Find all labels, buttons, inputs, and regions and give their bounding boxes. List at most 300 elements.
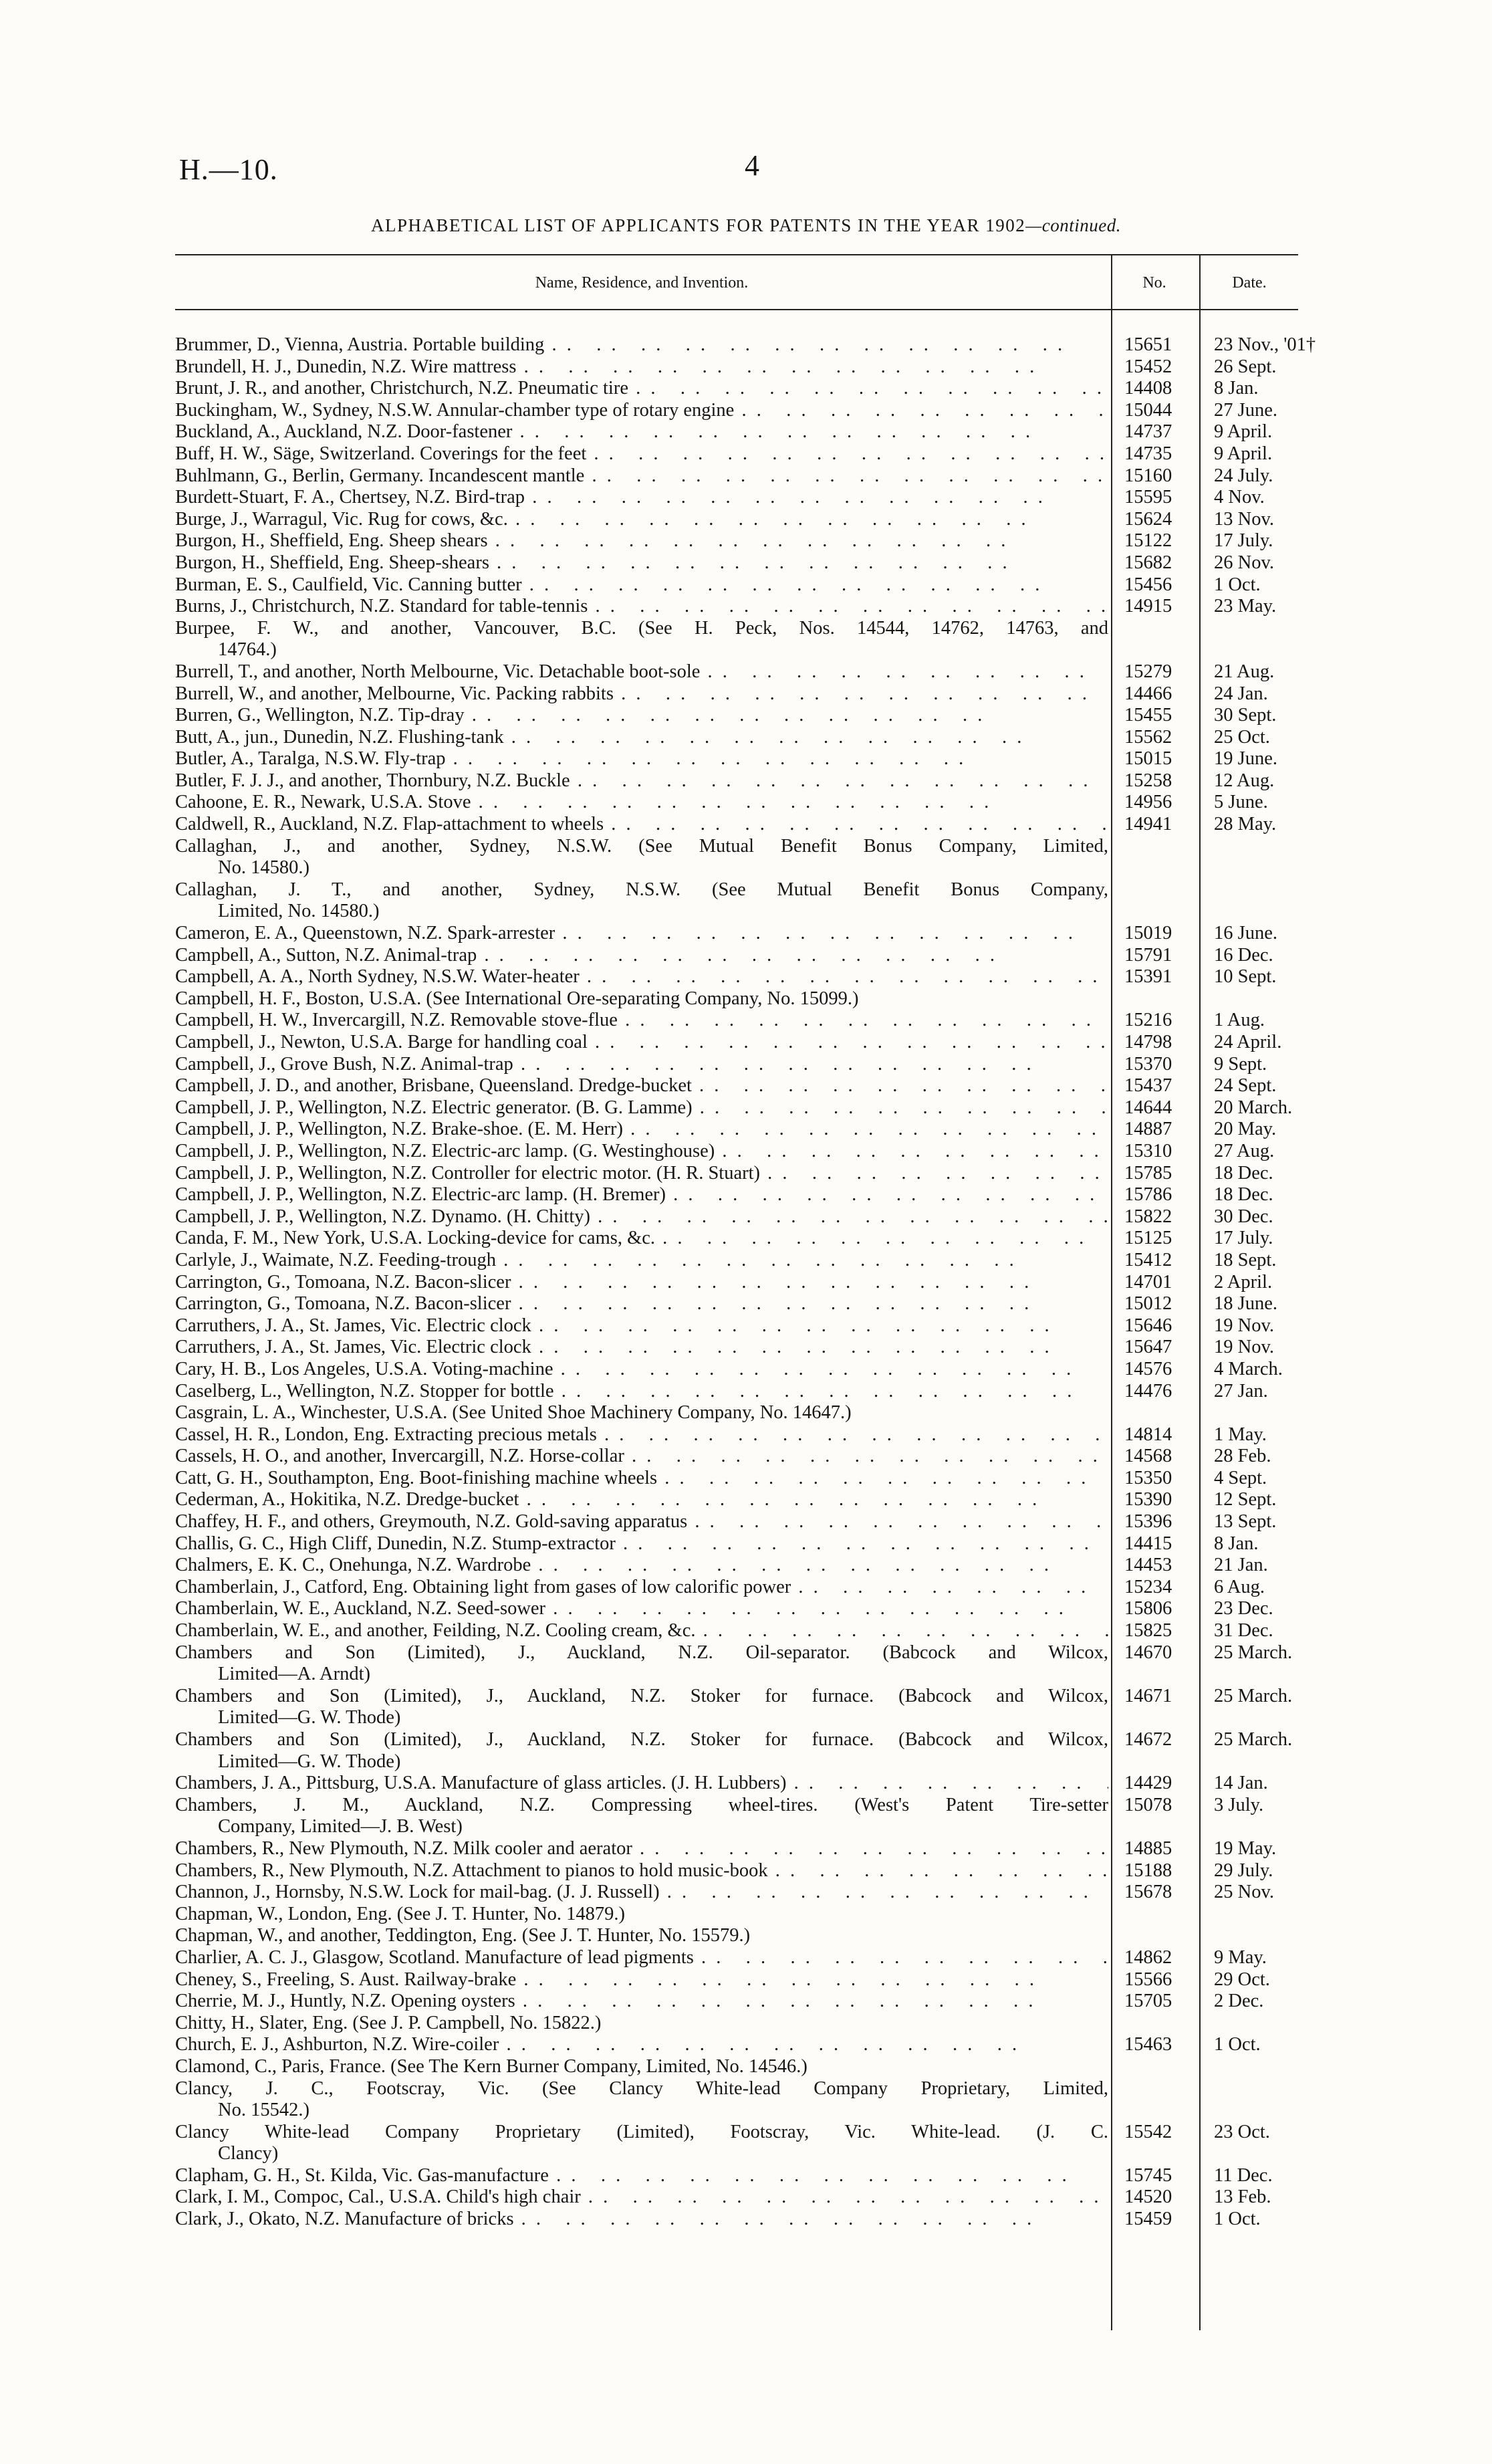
list-item <box>175 2122 1298 2165</box>
list-item <box>175 443 1298 465</box>
entry-text <box>175 1359 1108 1381</box>
application-date: 9 April. <box>1214 443 1273 464</box>
entry-line: Buhlmann, G., Berlin, Germany. Incandescent mantle <box>175 465 585 486</box>
list-item <box>175 814 1298 836</box>
patent-number: 14885 <box>1124 1837 1172 1859</box>
list-item <box>175 1141 1298 1163</box>
list-item <box>175 1446 1298 1468</box>
entry-line: Burge, J., Warragul, Vic. Rug for cows, &c. <box>175 508 508 530</box>
patent-number: 15682 <box>1124 552 1172 573</box>
application-date: 19 Nov. <box>1214 1315 1274 1336</box>
entry-text <box>175 683 1108 705</box>
list-item <box>175 1642 1298 1686</box>
entry-line: Chambers, J. A., Pittsburg, U.S.A. Manufacture of glass articles. (J. H. Lubbers) <box>175 1773 787 1794</box>
entry-line: Chambers, J. M., Auckland, N.Z. Compressing wheel-tires. (West's Patent Tire-setter <box>175 1794 1108 1815</box>
patent-number: 15437 <box>1124 1075 1172 1097</box>
patent-number: 15412 <box>1124 1249 1172 1270</box>
list-item <box>175 1773 1298 1795</box>
list-item <box>175 1381 1298 1403</box>
list-item <box>175 1054 1298 1076</box>
list-item <box>175 2187 1298 2209</box>
entry-text <box>175 1620 1108 1642</box>
table-header-rule <box>175 309 1298 310</box>
entry-text <box>175 836 1108 879</box>
patent-number: 14862 <box>1124 1946 1172 1968</box>
entry-line: Carruthers, J. A., St. James, Vic. Electric clock <box>175 1337 531 1358</box>
patent-number: 15044 <box>1124 399 1172 421</box>
patent-number: 14671 <box>1124 1685 1172 1706</box>
entry-text <box>175 1860 1108 1882</box>
patent-number: 14672 <box>1124 1729 1172 1750</box>
application-date: 23 Nov., '01† <box>1214 334 1316 355</box>
application-date: 20 May. <box>1214 1119 1277 1140</box>
list-item <box>175 574 1298 596</box>
entry-text <box>175 2187 1108 2209</box>
entry-continuation: Limited—G. W. Thode) <box>218 1751 401 1772</box>
list-item <box>175 966 1298 988</box>
entry-text <box>175 1054 1108 1076</box>
entry-text <box>175 1206 1108 1228</box>
patent-number: 15452 <box>1124 356 1172 377</box>
entry-line: Chitty, H., Slater, Eng. (See J. P. Campbell, No. 15822.) <box>175 2012 602 2033</box>
list-item <box>175 1315 1298 1337</box>
application-date: 16 Dec. <box>1214 944 1273 966</box>
page-number: 4 <box>745 149 759 182</box>
entry-text <box>175 334 1108 356</box>
patent-number: 15188 <box>1124 1860 1172 1881</box>
application-date: 17 July. <box>1214 530 1273 552</box>
list-item <box>175 1359 1298 1381</box>
list-item <box>175 378 1298 400</box>
list-item <box>175 1489 1298 1511</box>
entry-text <box>175 1947 1108 1969</box>
entry-text <box>175 356 1108 378</box>
entry-text <box>175 1882 1108 1904</box>
application-date: 3 July. <box>1214 1794 1264 1815</box>
application-date: 9 Sept. <box>1214 1053 1267 1075</box>
patent-number: 15459 <box>1124 2209 1172 2230</box>
entry-line: Butler, F. J. J., and another, Thornbury, N.Z. Buckle <box>175 770 570 791</box>
patent-number: 15822 <box>1124 1206 1172 1227</box>
list-item <box>175 487 1298 509</box>
list-item <box>175 923 1298 945</box>
patent-number: 15791 <box>1124 944 1172 966</box>
application-date: 28 May. <box>1214 814 1277 835</box>
list-item <box>175 1032 1298 1054</box>
entry-text <box>175 530 1108 552</box>
patent-number: 14956 <box>1124 792 1172 813</box>
application-date: 8 Jan. <box>1214 378 1259 399</box>
page-title <box>0 215 1492 236</box>
patent-number: 14520 <box>1124 2187 1172 2208</box>
patent-number: 15125 <box>1124 1228 1172 1249</box>
entry-line: Chamberlain, W. E., Auckland, N.Z. Seed-sower <box>175 1598 546 1619</box>
application-date: 25 Nov. <box>1214 1882 1274 1903</box>
application-date: 9 May. <box>1214 1946 1267 1968</box>
entry-line: Caldwell, R., Auckland, N.Z. Flap-attachment to wheels <box>175 814 604 835</box>
entry-line: Buckingham, W., Sydney, N.S.W. Annular-chamber type of rotary engine <box>175 399 735 421</box>
entry-text <box>175 596 1108 618</box>
application-date: 27 June. <box>1214 399 1277 421</box>
list-item <box>175 2165 1298 2187</box>
patent-number: 15350 <box>1124 1467 1172 1488</box>
application-date: 1 Oct. <box>1214 2034 1261 2055</box>
entry-text <box>175 1337 1108 1359</box>
entry-text <box>175 1577 1108 1599</box>
list-item <box>175 1010 1298 1032</box>
patent-number: 15786 <box>1124 1184 1172 1206</box>
entry-line: Charlier, A. C. J., Glasgow, Scotland. Manufacture of lead pigments <box>175 1946 694 1968</box>
entry-line: Chamberlain, J., Catford, Eng. Obtaining light from gases of low calorific power <box>175 1576 791 1597</box>
patent-number: 14429 <box>1124 1773 1172 1794</box>
application-date: 24 July. <box>1214 465 1273 486</box>
patent-number: 14415 <box>1124 1533 1172 1554</box>
entry-text <box>175 727 1108 749</box>
entry-text <box>175 748 1108 770</box>
entry-line: Chambers and Son (Limited), J., Auckland, N.Z. Stoker for furnace. (Babcock and Wilcox, <box>175 1729 1108 1750</box>
patent-number: 15745 <box>1124 2164 1172 2186</box>
report-reference: H.—10. <box>179 153 278 186</box>
entry-text <box>175 1010 1108 1032</box>
entry-text <box>175 2209 1108 2231</box>
entry-text <box>175 1293 1108 1315</box>
application-date: 24 Sept. <box>1214 1075 1277 1097</box>
list-item <box>175 1533 1298 1555</box>
entry-continuation: Limited—A. Arndt) <box>218 1664 370 1685</box>
entry-line: Canda, F. M., New York, U.S.A. Locking-device for cams, &c. <box>175 1228 656 1249</box>
list-item <box>175 1511 1298 1533</box>
entry-line: Brunt, J. R., and another, Christchurch, N.Z. Pneumatic tire <box>175 378 628 399</box>
list-item <box>175 988 1298 1010</box>
list-item <box>175 400 1298 422</box>
entry-text <box>175 1446 1108 1468</box>
entry-text <box>175 1533 1108 1555</box>
entry-text <box>175 705 1108 727</box>
patent-number: 14737 <box>1124 421 1172 443</box>
patent-number: 15562 <box>1124 726 1172 748</box>
patent-number: 14576 <box>1124 1358 1172 1379</box>
list-item <box>175 770 1298 792</box>
patent-number: 15019 <box>1124 923 1172 944</box>
application-date: 20 March. <box>1214 1097 1293 1118</box>
entry-line: Clark, J., Okato, N.Z. Manufacture of bricks <box>175 2209 514 2230</box>
patent-number: 15624 <box>1124 508 1172 530</box>
entry-text <box>175 1904 1108 1926</box>
entry-text <box>175 792 1108 814</box>
application-date: 4 March. <box>1214 1358 1283 1379</box>
entry-text <box>175 923 1108 945</box>
entry-line: Cary, H. B., Los Angeles, U.S.A. Voting-machine <box>175 1358 553 1379</box>
entry-line: Campbell, J. D., and another, Brisbane, Queensland. Dredge-bucket <box>175 1075 692 1097</box>
patent-number: 15785 <box>1124 1162 1172 1184</box>
entry-text <box>175 1075 1108 1097</box>
entry-line: Burren, G., Wellington, N.Z. Tip-dray <box>175 705 465 726</box>
list-item <box>175 1163 1298 1185</box>
application-date: 23 Oct. <box>1214 2121 1270 2142</box>
patent-number: 14568 <box>1124 1446 1172 1467</box>
title-suffix: —continued. <box>1025 215 1122 235</box>
entry-continuation: 14764.) <box>218 639 277 661</box>
list-item <box>175 1838 1298 1860</box>
list-item <box>175 1424 1298 1446</box>
entry-line: Chapman, W., London, Eng. (See J. T. Hunter, No. 14879.) <box>175 1903 626 1924</box>
entry-text <box>175 1315 1108 1337</box>
patent-number: 15646 <box>1124 1315 1172 1336</box>
table-top-rule <box>175 254 1298 255</box>
application-date: 25 March. <box>1214 1685 1293 1706</box>
entry-line: Cheney, S., Freeling, S. Aust. Railway-brake <box>175 1969 517 1990</box>
entry-text <box>175 1795 1108 1838</box>
application-date: 2 April. <box>1214 1271 1273 1293</box>
application-date: 27 Aug. <box>1214 1140 1275 1161</box>
application-date: 1 May. <box>1214 1424 1267 1445</box>
entry-text <box>175 1032 1108 1054</box>
application-date: 31 Dec. <box>1214 1620 1273 1642</box>
application-date: 4 Sept. <box>1214 1467 1267 1488</box>
entry-text <box>175 465 1108 487</box>
entry-text <box>175 1272 1108 1294</box>
patent-number: 15234 <box>1124 1576 1172 1597</box>
application-date: 25 March. <box>1214 1729 1293 1750</box>
entry-text <box>175 2122 1108 2165</box>
entry-line: Clancy White-lead Company Proprietary (Limited), Footscray, Vic. White-lead. (J. C. <box>175 2121 1108 2142</box>
list-item <box>175 1468 1298 1490</box>
entry-text <box>175 945 1108 967</box>
list-item <box>175 1686 1298 1729</box>
application-date: 1 Aug. <box>1214 1010 1265 1031</box>
list-item <box>175 2013 1298 2035</box>
entry-line: Burns, J., Christchurch, N.Z. Standard for table-tennis <box>175 596 588 617</box>
application-date: 18 Dec. <box>1214 1184 1273 1206</box>
list-item <box>175 2078 1298 2122</box>
entry-line: Cassel, H. R., London, Eng. Extracting precious metals <box>175 1424 597 1445</box>
application-date: 23 May. <box>1214 596 1277 617</box>
list-item <box>175 1969 1298 1991</box>
entry-line: Burpee, F. W., and another, Vancouver, B.C. (See H. Peck, Nos. 14544, 14762, 14763, and <box>175 617 1108 639</box>
patent-number: 15705 <box>1124 1991 1172 2012</box>
entry-text <box>175 988 1108 1010</box>
entry-line: Buff, H. W., Säge, Switzerland. Coverings for the feet <box>175 443 587 464</box>
entry-text <box>175 2165 1108 2187</box>
entry-text <box>175 1511 1108 1533</box>
list-item <box>175 661 1298 683</box>
list-item <box>175 705 1298 727</box>
entry-text <box>175 552 1108 574</box>
application-date: 18 Sept. <box>1214 1249 1277 1270</box>
patent-number: 15647 <box>1124 1337 1172 1358</box>
patent-number: 15390 <box>1124 1489 1172 1510</box>
list-item <box>175 530 1298 552</box>
entry-line: Campbell, A. A., North Sydney, N.S.W. Water-heater <box>175 966 580 988</box>
entry-line: Brundell, H. J., Dunedin, N.Z. Wire mattress <box>175 356 517 377</box>
entry-line: Cameron, E. A., Queenstown, N.Z. Spark-arrester <box>175 923 555 944</box>
patent-number: 15122 <box>1124 530 1172 552</box>
patent-number: 14408 <box>1124 378 1172 399</box>
patent-number: 14798 <box>1124 1032 1172 1052</box>
applicant-list <box>175 334 1316 2231</box>
entry-line: Campbell, J. P., Wellington, N.Z. Brake-shoe. (E. M. Herr) <box>175 1119 623 1140</box>
entry-line: Campbell, J. P., Wellington, N.Z. Dynamo. (H. Chitty) <box>175 1206 590 1227</box>
entry-text <box>175 1163 1108 1185</box>
list-item <box>175 683 1298 705</box>
list-item <box>175 618 1298 661</box>
entry-line: Campbell, J., Grove Bush, N.Z. Animal-trap <box>175 1053 513 1075</box>
entry-text <box>175 1555 1108 1577</box>
entry-line: Campbell, J. P., Wellington, N.Z. Electric-arc lamp. (H. Bremer) <box>175 1184 666 1206</box>
application-date: 6 Aug. <box>1214 1576 1265 1597</box>
entry-text <box>175 509 1108 531</box>
application-date: 8 Jan. <box>1214 1533 1259 1554</box>
patent-number: 15595 <box>1124 487 1172 508</box>
entry-line: Chaffey, H. F., and others, Greymouth, N.Z. Gold-saving apparatus <box>175 1511 688 1533</box>
patent-number: 15160 <box>1124 465 1172 486</box>
entry-line: Campbell, A., Sutton, N.Z. Animal-trap <box>175 944 477 966</box>
application-date: 11 Dec. <box>1214 2164 1273 2186</box>
entry-text <box>175 814 1108 836</box>
patent-number: 14476 <box>1124 1380 1172 1402</box>
entry-line: Clark, I. M., Compoc, Cal., U.S.A. Child's high chair <box>175 2187 581 2208</box>
entry-text <box>175 1598 1108 1620</box>
list-item <box>175 1882 1298 1904</box>
entry-line: Carruthers, J. A., St. James, Vic. Electric clock <box>175 1315 531 1336</box>
entry-line: Campbell, J. P., Wellington, N.Z. Controller for electric motor. (H. R. Stuart) <box>175 1162 761 1184</box>
entry-line: Callaghan, J. T., and another, Sydney, N.S.W. (See Mutual Benefit Bonus Company, <box>175 879 1108 900</box>
patent-number: 14814 <box>1124 1424 1172 1445</box>
patent-number: 15806 <box>1124 1598 1172 1619</box>
entry-line: Campbell, H. F., Boston, U.S.A. (See International Ore-separating Company, No. 15099.) <box>175 988 859 1009</box>
list-item <box>175 1402 1298 1424</box>
entry-text <box>175 966 1108 988</box>
list-item <box>175 1947 1298 1969</box>
entry-line: Challis, G. C., High Cliff, Dunedin, N.Z. Stump-extractor <box>175 1533 616 1554</box>
application-date: 25 Oct. <box>1214 726 1270 748</box>
entry-text <box>175 661 1108 683</box>
application-date: 24 Jan. <box>1214 683 1268 704</box>
application-date: 19 June. <box>1214 748 1277 770</box>
entry-line: Carrington, G., Tomoana, N.Z. Bacon-slicer <box>175 1293 511 1315</box>
column-header-no: No. <box>1142 274 1166 292</box>
application-date: 29 July. <box>1214 1860 1273 1881</box>
application-date: 21 Aug. <box>1214 661 1275 682</box>
entry-line: Carlyle, J., Waimate, N.Z. Feeding-trough <box>175 1249 496 1270</box>
list-item <box>175 748 1298 770</box>
entry-line: Cederman, A., Hokitika, N.Z. Dredge-bucket <box>175 1489 519 1510</box>
patent-number: 15456 <box>1124 574 1172 595</box>
list-item <box>175 2034 1298 2056</box>
patent-number: 15463 <box>1124 2034 1172 2055</box>
entry-continuation: Limited—G. W. Thode) <box>218 1707 401 1728</box>
patent-number: 15258 <box>1124 770 1172 791</box>
column-header-name: Name, Residence, and Invention. <box>535 274 749 292</box>
entry-line: Carrington, G., Tomoana, N.Z. Bacon-slicer <box>175 1271 511 1293</box>
application-date: 14 Jan. <box>1214 1773 1268 1794</box>
entry-line: Campbell, H. W., Invercargill, N.Z. Removable stove-flue <box>175 1010 618 1031</box>
entry-text <box>175 1228 1108 1250</box>
entry-text <box>175 1119 1108 1141</box>
entry-text <box>175 1250 1108 1272</box>
list-item <box>175 1991 1298 2013</box>
application-date: 27 Jan. <box>1214 1380 1268 1402</box>
patent-number: 15651 <box>1124 334 1172 355</box>
entry-line: Brummer, D., Vienna, Austria. Portable building <box>175 334 545 355</box>
list-item <box>175 1555 1298 1577</box>
patent-number: 15455 <box>1124 705 1172 726</box>
patent-number: 15078 <box>1124 1794 1172 1815</box>
list-item <box>175 1729 1298 1773</box>
entry-line: Chapman, W., and another, Teddington, Eng. (See J. T. Hunter, No. 15579.) <box>175 1925 751 1946</box>
entry-text <box>175 2013 1108 2035</box>
list-item <box>175 792 1298 814</box>
entry-line: Burdett-Stuart, F. A., Chertsey, N.Z. Bird-trap <box>175 487 525 508</box>
list-item <box>175 1206 1298 1228</box>
entry-text <box>175 421 1108 443</box>
entry-continuation: Limited, No. 14580.) <box>218 901 380 922</box>
entry-text <box>175 618 1108 661</box>
application-date: 29 Oct. <box>1214 1969 1270 1990</box>
entry-line: Cherrie, M. J., Huntly, N.Z. Opening oysters <box>175 1991 515 2012</box>
entry-line: Chambers and Son (Limited), J., Auckland, N.Z. Stoker for furnace. (Babcock and Wilcox, <box>175 1685 1108 1706</box>
entry-line: Buckland, A., Auckland, N.Z. Door-fastener <box>175 421 513 443</box>
entry-text <box>175 2078 1108 2122</box>
application-date: 12 Sept. <box>1214 1489 1277 1510</box>
list-item <box>175 1620 1298 1642</box>
entry-text <box>175 1686 1108 1729</box>
list-item <box>175 1272 1298 1294</box>
patent-number: 14941 <box>1124 814 1172 835</box>
patent-number: 15566 <box>1124 1969 1172 1990</box>
entry-continuation: No. 14580.) <box>218 857 309 879</box>
entry-line: Chambers, R., New Plymouth, N.Z. Attachment to pianos to hold music-book <box>175 1860 768 1881</box>
patent-number: 15015 <box>1124 748 1172 770</box>
application-date: 19 Nov. <box>1214 1337 1274 1358</box>
entry-text <box>175 2034 1108 2056</box>
entry-line: Burrell, W., and another, Melbourne, Vic. Packing rabbits <box>175 683 614 704</box>
application-date: 30 Dec. <box>1214 1206 1273 1227</box>
entry-text <box>175 1489 1108 1511</box>
entry-continuation: Company, Limited—J. B. West) <box>218 1816 463 1837</box>
application-date: 26 Sept. <box>1214 356 1277 377</box>
application-date: 1 Oct. <box>1214 2209 1261 2230</box>
application-date: 5 June. <box>1214 792 1268 813</box>
list-item <box>175 596 1298 618</box>
patent-number: 15542 <box>1124 2121 1172 2142</box>
application-date: 17 July. <box>1214 1228 1273 1249</box>
list-item <box>175 334 1316 356</box>
patent-number: 14887 <box>1124 1119 1172 1140</box>
list-item <box>175 356 1298 378</box>
application-date: 23 Dec. <box>1214 1598 1273 1619</box>
entry-line: Chambers and Son (Limited), J., Auckland, N.Z. Oil-separator. (Babcock and Wilcox, <box>175 1642 1108 1663</box>
entry-text <box>175 1381 1108 1403</box>
list-item <box>175 465 1298 487</box>
entry-line: Campbell, J. P., Wellington, N.Z. Electric-arc lamp. (G. Westinghouse) <box>175 1140 715 1161</box>
list-item <box>175 1337 1298 1359</box>
patent-number: 14735 <box>1124 443 1172 464</box>
patent-number: 14644 <box>1124 1097 1172 1118</box>
list-item <box>175 421 1298 443</box>
application-date: 13 Feb. <box>1214 2187 1271 2208</box>
entry-continuation: No. 15542.) <box>218 2100 309 2121</box>
entry-line: Cassels, H. O., and another, Invercargill, N.Z. Horse-collar <box>175 1446 624 1467</box>
application-date: 18 June. <box>1214 1293 1277 1315</box>
list-item <box>175 945 1298 967</box>
application-date: 25 March. <box>1214 1642 1293 1663</box>
list-item <box>175 836 1298 879</box>
list-item <box>175 2209 1298 2231</box>
column-header-date: Date. <box>1232 274 1267 292</box>
list-item <box>175 1293 1298 1315</box>
entry-line: Callaghan, J., and another, Sydney, N.S.W. (See Mutual Benefit Bonus Company, Limited, <box>175 835 1108 857</box>
